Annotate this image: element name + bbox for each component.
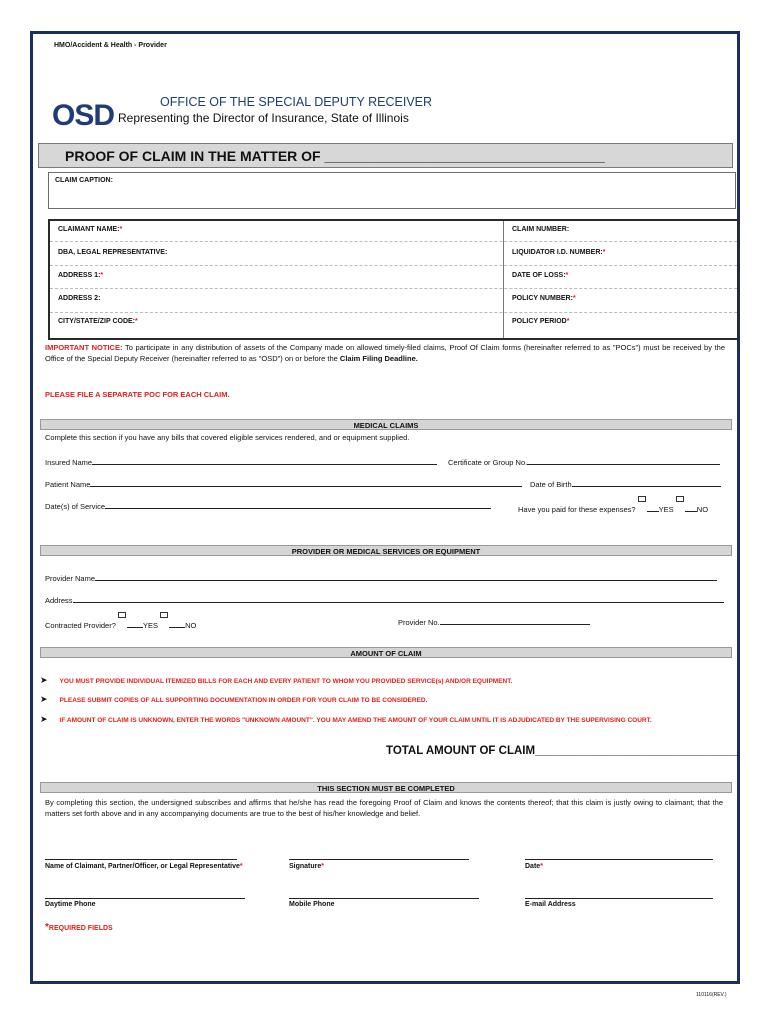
- contracted-yes-checkbox[interactable]: [118, 612, 126, 618]
- arrow-bullet-icon: ➤: [40, 714, 48, 724]
- amount-of-claim-bar: AMOUNT OF CLAIM: [40, 647, 732, 658]
- dba-field[interactable]: DBA, LEGAL REPRESENTATIVE:: [58, 249, 168, 256]
- notice-label: IMPORTANT NOTICE:: [45, 343, 123, 352]
- claimant-name-field[interactable]: CLAIMANT NAME:*: [58, 226, 123, 233]
- medical-intro: Complete this section if you have any bills that covered eligible services rendered, and or equipment supplied.: [45, 433, 410, 442]
- date-of-birth-field[interactable]: Date of Birth: [530, 478, 721, 489]
- policy-period-field[interactable]: POLICY PERIOD*: [512, 318, 570, 325]
- form-title-banner: [38, 143, 733, 168]
- liquidator-id-field[interactable]: LIQUIDATOR I.D. NUMBER:*: [512, 249, 606, 256]
- paid-yes-checkbox[interactable]: [638, 496, 646, 502]
- important-notice: IMPORTANT NOTICE: To participate in any distribution of assets of the Company made on allowed timely-filed claims, Proof Of Claim forms (hereinafter referred to as "POCs") must be received by the Office of the Special Deputy Receiver (hereinafter referred to as "OSD") on or before the Claim Filing Deadline.: [45, 343, 726, 363]
- required-fields-note: *REQUIRED FIELDS: [45, 922, 113, 933]
- list-item: ➤ YOU MUST PROVIDE INDIVIDUAL ITEMIZED BILLS FOR EACH AND EVERY PATIENT TO WHOM YOU PROVIDED SERVICE(s) AND/OR EQUIPMENT.: [40, 675, 513, 685]
- mobile-phone-label: Mobile Phone: [289, 901, 335, 908]
- column-divider: [503, 221, 504, 338]
- claim-caption-label: CLAIM CAPTION:: [55, 177, 113, 184]
- daytime-phone-line[interactable]: [45, 898, 245, 899]
- city-state-zip-field[interactable]: CITY/STATE/ZIP CODE:*: [58, 318, 138, 325]
- form-code: 110116(REV.): [696, 992, 727, 998]
- list-item: ➤ IF AMOUNT OF CLAIM IS UNKNOWN, ENTER THE WORDS "UNKNOWN AMOUNT". YOU MAY AMEND THE AMOUNT OF YOUR CLAIM UNTIL IT IS ADJUDICATED BY THE SUPERVISING COURT.: [40, 714, 652, 724]
- claim-caption-field[interactable]: [48, 172, 736, 209]
- signature-label: Signature*: [289, 863, 325, 870]
- arrow-bullet-icon: ➤: [40, 675, 48, 685]
- completion-bar: THIS SECTION MUST BE COMPLETED: [40, 782, 732, 793]
- contracted-no-checkbox[interactable]: [160, 612, 168, 618]
- mobile-phone-line[interactable]: [289, 898, 479, 899]
- dates-of-service-field[interactable]: Date(s) of Service: [45, 500, 491, 511]
- separate-poc-note: PLEASE FILE A SEPARATE POC FOR EACH CLAIM.: [45, 390, 230, 399]
- policy-number-field[interactable]: POLICY NUMBER:*: [512, 295, 576, 302]
- arrow-bullet-icon: ➤: [40, 694, 48, 704]
- email-line[interactable]: [525, 898, 713, 899]
- claim-number-field[interactable]: CLAIM NUMBER:: [512, 226, 570, 233]
- provider-bar: PROVIDER OR MEDICAL SERVICES OR EQUIPMENT: [40, 545, 732, 556]
- patient-name-field[interactable]: Patient Name: [45, 478, 522, 489]
- osd-logo: OSD: [52, 99, 115, 132]
- address1-field[interactable]: ADDRESS 1:*: [58, 272, 104, 279]
- email-label: E-mail Address: [525, 901, 576, 908]
- claimant-name-label: Name of Claimant, Partner/Officer, or Legal Representative*: [45, 863, 243, 870]
- completion-affirmation: By completing this section, the undersigned subscribes and affirms that he/she has read the foregoing Proof of Claim and knows the contents thereof; that this claim is justly owing to claimant; that the matters set forth above and in any accompanying documents are true to the best of his/her knowledge and belief.: [45, 798, 723, 818]
- total-amount-field[interactable]: TOTAL AMOUNT OF CLAIM________________________________: [386, 745, 740, 757]
- provider-number-field[interactable]: Provider No.: [398, 616, 590, 627]
- form-category: HMO/Accident & Health - Provider: [54, 42, 167, 49]
- form-title: PROOF OF CLAIM IN THE MATTER OF ____________________________________: [65, 148, 605, 164]
- address2-field[interactable]: ADDRESS 2:: [58, 295, 101, 302]
- signature-line[interactable]: [289, 859, 469, 860]
- office-name: OFFICE OF THE SPECIAL DEPUTY RECEIVER: [160, 95, 433, 109]
- date-label: Date*: [525, 863, 543, 870]
- list-item: ➤ PLEASE SUBMIT COPIES OF ALL SUPPORTING DOCUMENTATION IN ORDER FOR YOUR CLAIM TO BE CONSIDERED.: [40, 694, 428, 704]
- paid-no-checkbox[interactable]: [676, 496, 684, 502]
- contracted-provider-question: Contracted Provider? YES NO: [45, 612, 196, 630]
- name-signature-line[interactable]: [45, 859, 237, 860]
- certificate-field[interactable]: Certificate or Group No.: [448, 456, 720, 467]
- date-line[interactable]: [525, 859, 713, 860]
- claim-filing-deadline: Claim Filing Deadline.: [339, 354, 418, 363]
- paid-expenses-question: Have you paid for these expenses? YES NO: [518, 496, 708, 514]
- medical-claims-bar: MEDICAL CLAIMS: [40, 419, 732, 430]
- provider-name-field[interactable]: Provider Name: [45, 572, 717, 583]
- claimant-info-box: [48, 219, 739, 340]
- date-of-loss-field[interactable]: DATE OF LOSS:*: [512, 272, 569, 279]
- provider-address-field[interactable]: Address: [45, 594, 724, 605]
- daytime-phone-label: Daytime Phone: [45, 901, 96, 908]
- insured-name-field[interactable]: Insured Name: [45, 456, 437, 467]
- amount-bullet-list: [40, 670, 730, 728]
- representing-line: Representing the Director of Insurance, State of Illinois: [118, 111, 409, 125]
